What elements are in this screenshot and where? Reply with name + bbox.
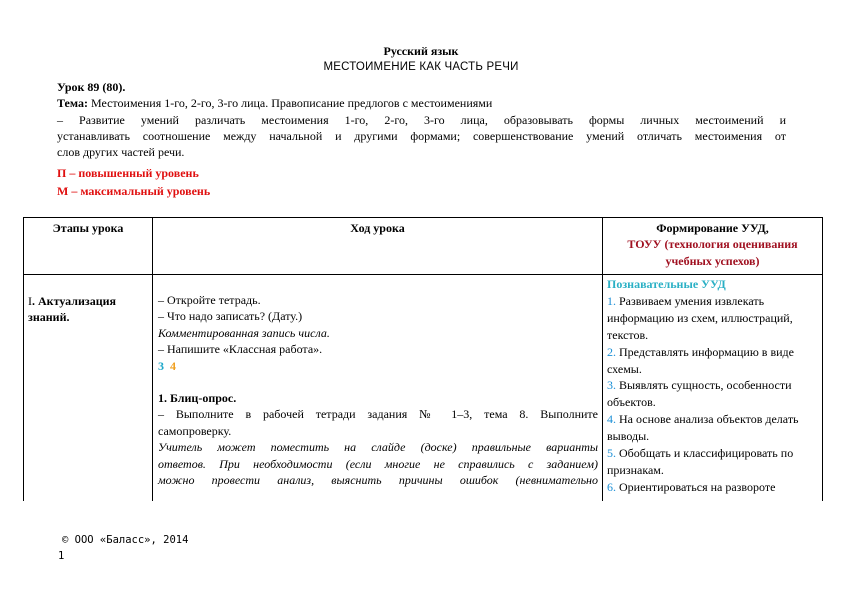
table-col-divider-1: [152, 217, 153, 501]
stage-title-line1: . Актуализация: [32, 294, 117, 308]
col-header-uud: [603, 220, 822, 269]
uud-item-6: 6. Ориентироваться на развороте: [607, 479, 776, 494]
col-header-stages: Этапы урока: [52, 221, 124, 235]
uud-item-1: 1. Развиваем умения извлекать информацию из схем, иллюстраций, текстов.: [607, 293, 793, 342]
uud-item-5: 5. Обобщать и классифицировать по признакам.: [607, 446, 794, 477]
goals-line-3: слов других частей речи.: [57, 145, 185, 159]
task-line-2: самопроверку.: [158, 423, 232, 438]
task-line-1: – Выполните в рабочей тетради задания № 1–3, тема 8. Выполните: [158, 407, 598, 422]
level-increased: П – повышенный уровень: [57, 166, 199, 180]
lesson-goals: [57, 112, 786, 160]
uud-item-2: 2. Представлять информацию в виде схемы.: [607, 344, 794, 376]
flow-line-2: – Что надо записать? (Дату.): [158, 309, 303, 324]
uud-item-3: 3. Выявлять сущность, особенности объектов.: [607, 378, 792, 410]
theme-label: Тема:: [57, 96, 88, 110]
subject-title: Русский язык: [383, 44, 459, 58]
teacher-note-line-1: Учитель может поместить на слайде (доске) правильные варианты: [158, 440, 598, 455]
uud-list: [607, 276, 819, 496]
col-header-uud-line1: Формирование УУД,: [656, 221, 769, 235]
stage-title: [28, 293, 150, 326]
uud-title: Познавательные УУД: [607, 277, 726, 291]
blitz-title: 1. Блиц-опрос.: [158, 391, 237, 406]
col-header-touu-line3: учебных успехов): [665, 253, 760, 268]
col-header-lesson-flow: Ход урока: [350, 221, 405, 235]
topic-title: МЕСТОИМЕНИЕ КАК ЧАСТЬ РЕЧИ: [323, 61, 519, 73]
goals-line-2: устанавливать соотношение между начальной и другими формами; совершенствование умений отличать местоимения от: [57, 129, 786, 143]
theme-text: Местоимения 1-го, 2-го, 3-го лица. Правописание предлогов с местоимениями: [87, 96, 493, 110]
level-marker-4: 4: [170, 358, 176, 373]
table-header-divider: [23, 274, 822, 275]
table-border-top: [23, 217, 822, 218]
table-border-left: [23, 217, 24, 501]
goals-line-1: – Развитие умений различать местоимения 1-го, 2-го, 3-го лица, образовывать формы личных местоимений и: [57, 113, 786, 127]
teacher-note-line-3: можно провести анализ, выяснить причины ошибок (невнимательно: [158, 473, 598, 488]
flow-line-4: – Напишите «Классная работа».: [158, 342, 323, 357]
level-marker-3: 3: [158, 358, 164, 373]
lesson-flow: [158, 292, 598, 488]
stage-roman-number: I: [28, 294, 32, 308]
table-border-right: [822, 217, 823, 501]
flow-line-1: – Откройте тетрадь.: [158, 293, 261, 307]
stage-title-line2: знаний.: [28, 310, 70, 325]
lesson-theme: [57, 96, 492, 111]
page-number: 1: [58, 550, 65, 562]
level-markers: [158, 358, 598, 374]
teacher-note-line-2: ответов. При необходимости (если многие не справились с заданием): [158, 456, 598, 471]
col-header-touu-line2: ТОУУ (технология оценивания: [627, 237, 798, 252]
copyright-footer: © ООО «Баласс», 2014: [62, 534, 189, 546]
flow-line-3: Комментированная запись числа.: [158, 325, 330, 340]
uud-item-4: 4. На основе анализа объектов делать выводы.: [607, 412, 799, 444]
level-maximum: М – максимальный уровень: [57, 184, 211, 198]
lesson-number: Урок 89 (80).: [57, 80, 126, 94]
